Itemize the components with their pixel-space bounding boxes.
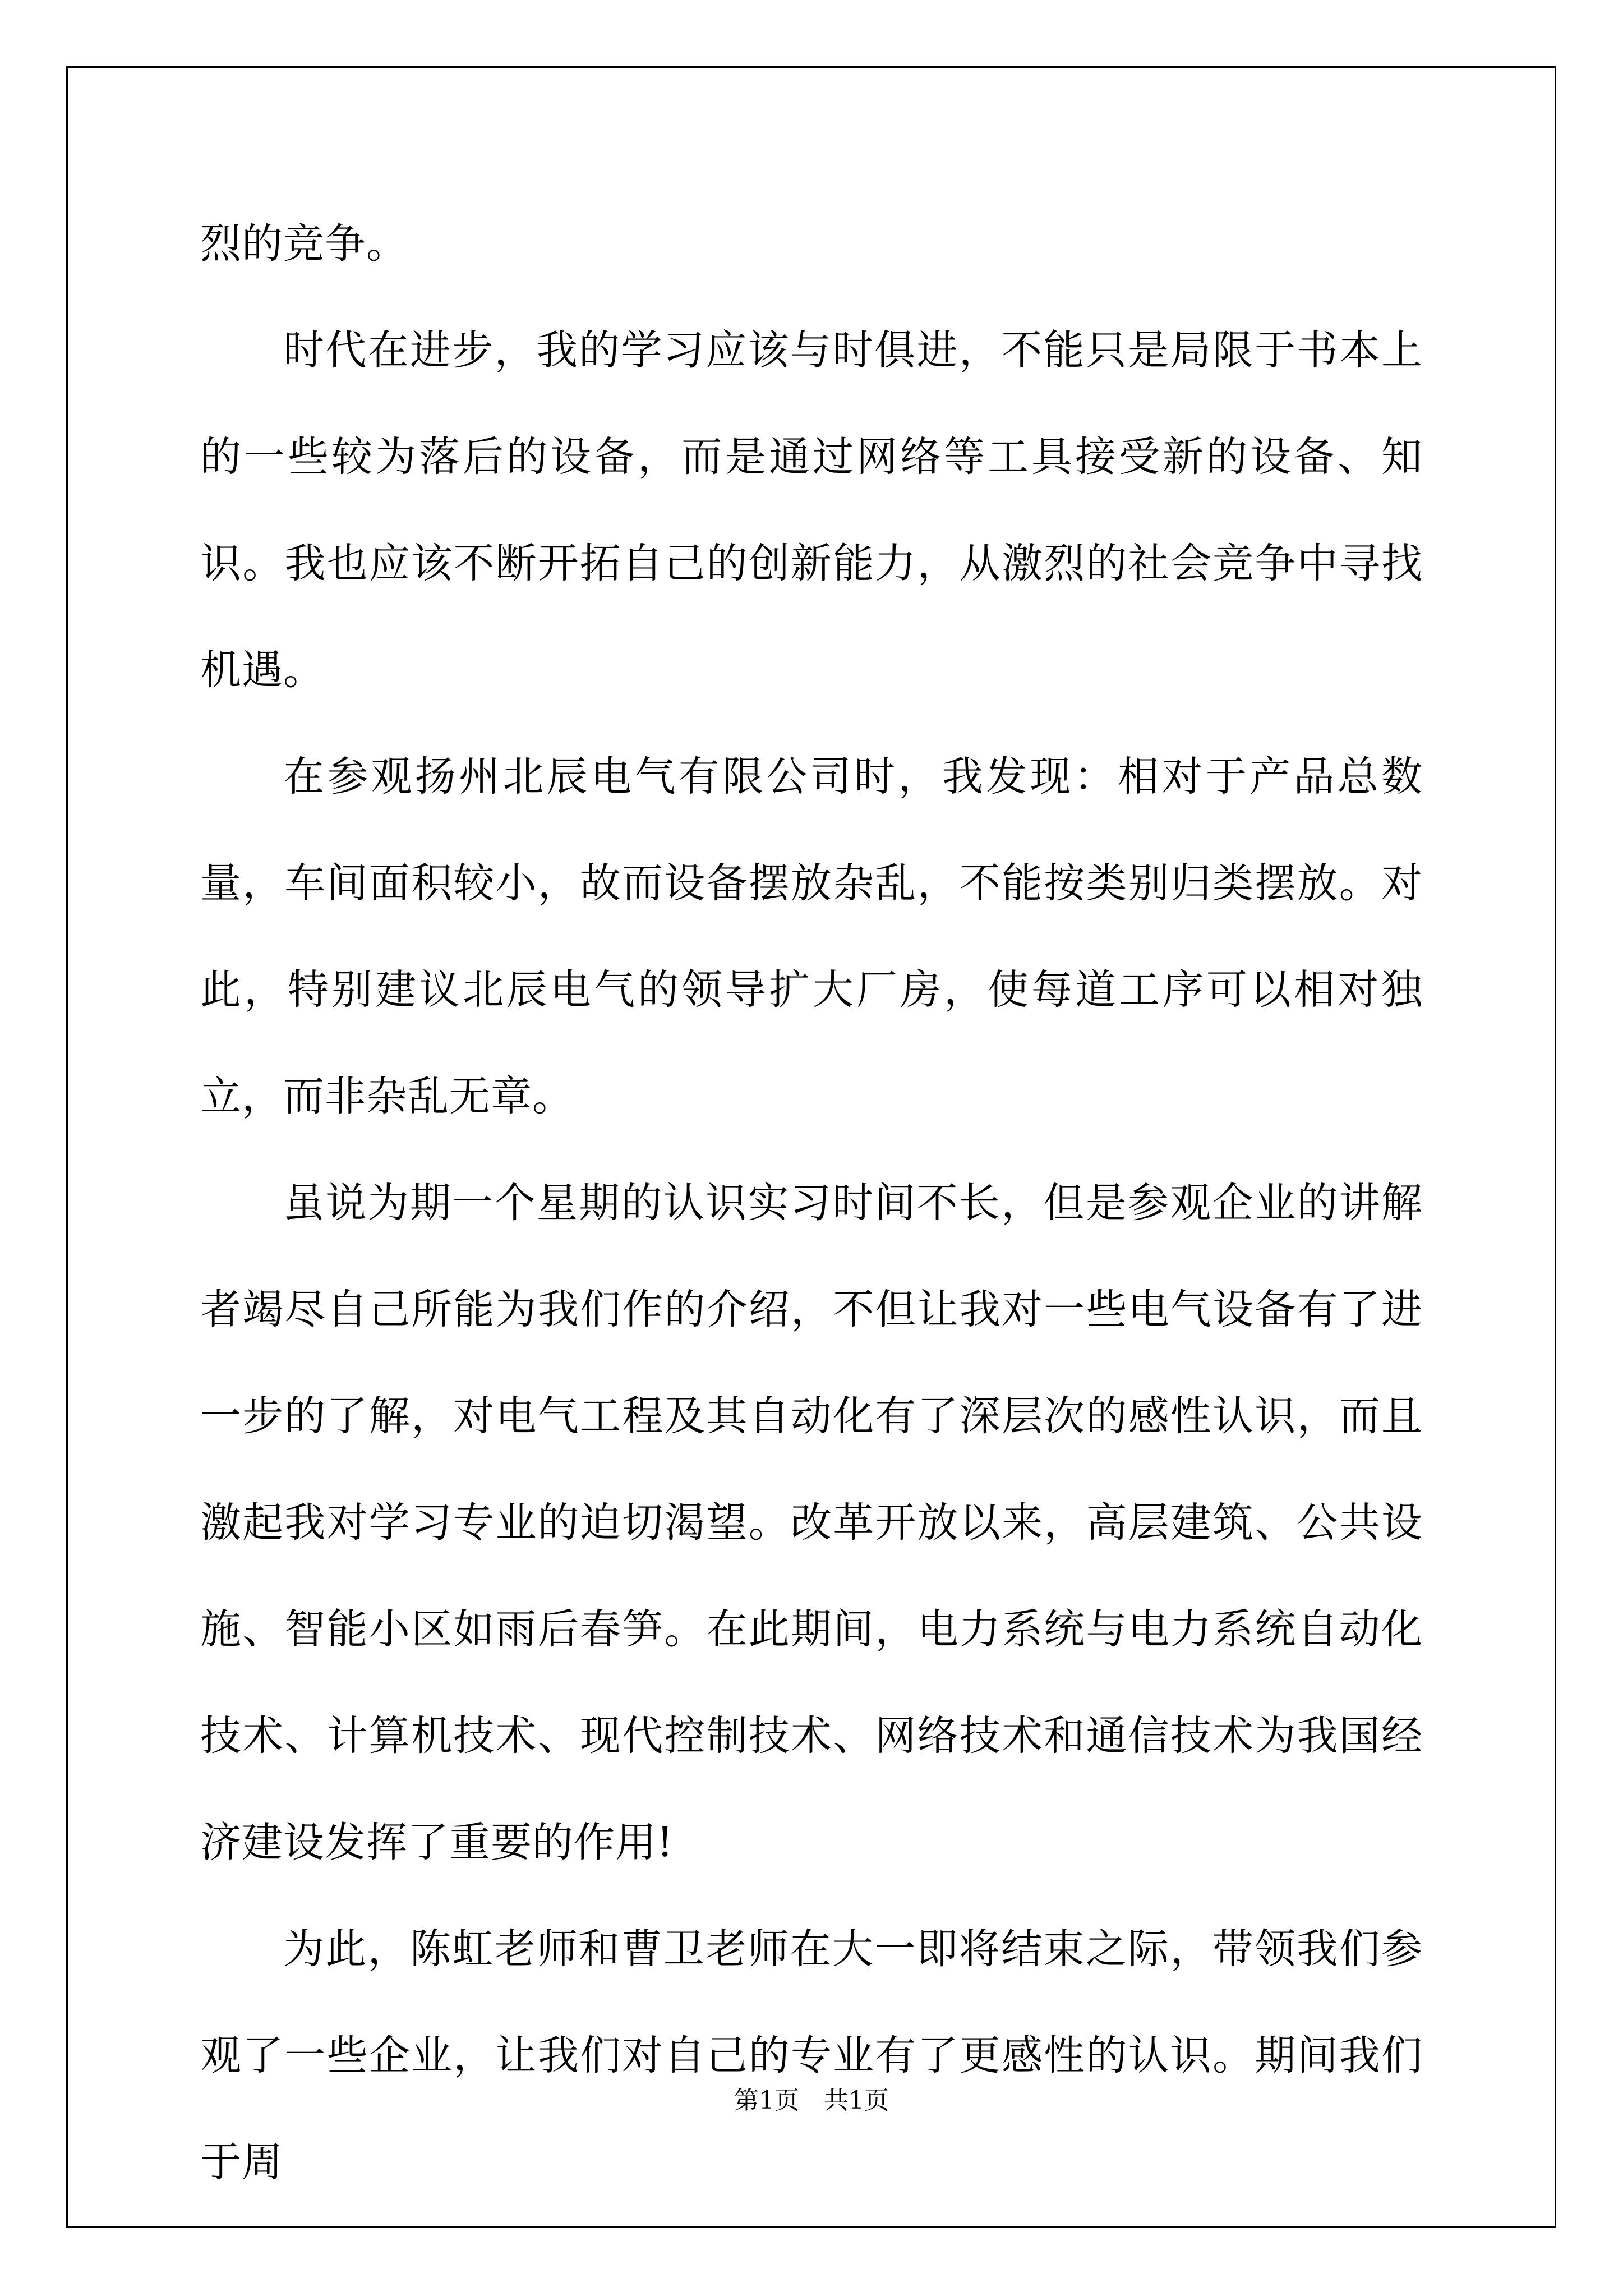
paragraph-2: 时代在进步，我的学习应该与时俱进，不能只是局限于书本上的一些较为落后的设备，而是通过网络等工具接受新的设备、知识。我也应该不断开拓自己的创新能力，从激烈的社会竞争中寻找机遇。 [200,326,1423,694]
paragraph-4: 虽说为期一个星期的认识实习时间不长，但是参观企业的讲解者竭尽自己所能为我们作的介绍，不但让我对一些电气设备有了进一步的了解，对电气工程及其自动化有了深层次的感性认识，而且激起我对学习专业的迫切渴望。改革开放以来，高层建筑、公共设施、智能小区如雨后春笋。在此期间，电力系统与电力系统自动化技术、计算机技术、现代控制技术、网络技术和通信技术为我国经济建设发挥了重要的作用! [200,1179,1423,1866]
paragraph-5: 为此，陈虹老师和曹卫老师在大一即将结束之际，带领我们参观了一些企业，让我们对自己的专业有了更感性的认识。期间我们于周 [200,1925,1423,2186]
paragraph-1: 烈的竞争。 [200,220,408,268]
page-number-footer: 第1页 共1页 [734,2086,889,2115]
paragraph-3: 在参观扬州北辰电气有限公司时，我发现：相对于产品总数量，车间面积较小，故而设备摆放杂乱，不能按类别归类摆放。对此，特别建议北辰电气的领导扩大厂房，使每道工序可以相对独立，而非杂乱无章。 [200,753,1423,1120]
document-body [200,191,1423,2216]
